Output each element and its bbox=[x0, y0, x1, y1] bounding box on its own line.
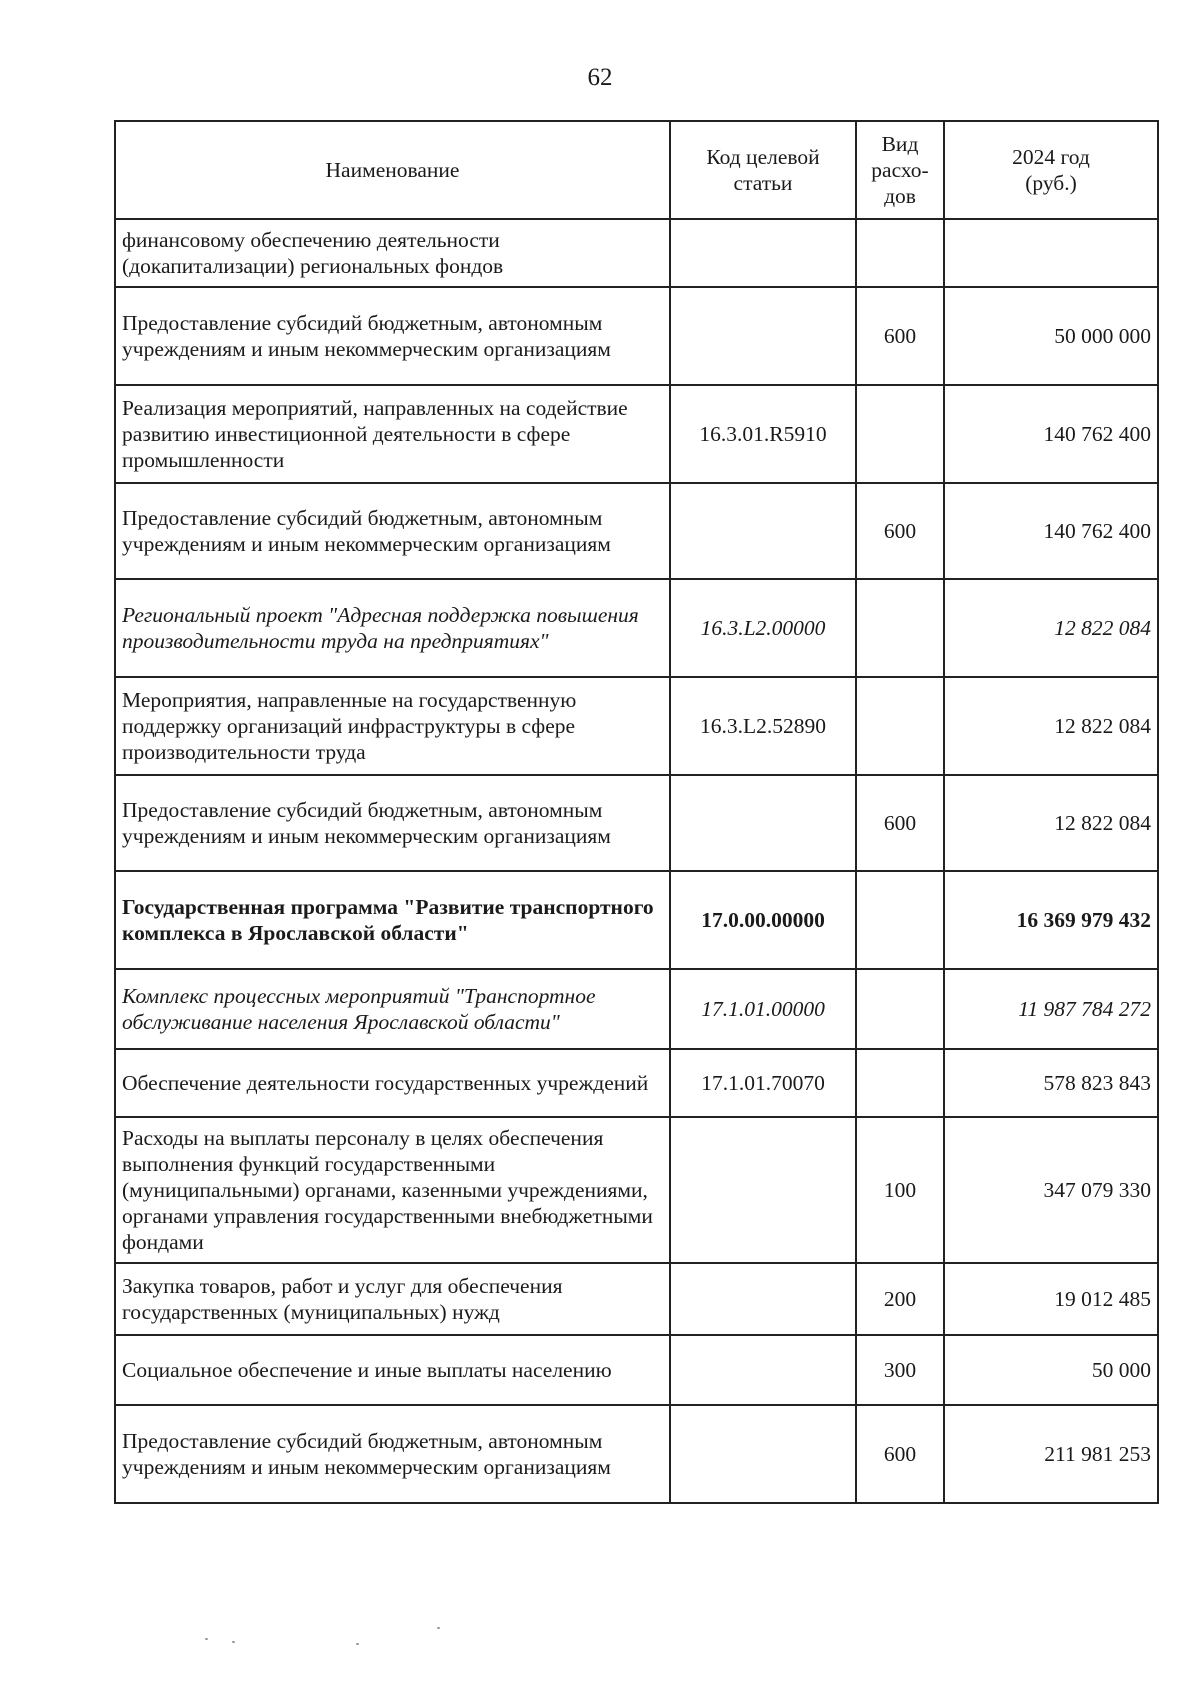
cell-amount: 12 822 084 bbox=[944, 579, 1158, 677]
cell-type: 600 bbox=[856, 483, 944, 579]
cell-type: 600 bbox=[856, 287, 944, 385]
cell-amount bbox=[944, 219, 1158, 287]
cell-code bbox=[670, 1335, 856, 1405]
table-row bbox=[115, 287, 1158, 385]
cell-amount: 12 822 084 bbox=[944, 775, 1158, 871]
cell-code: 16.3.L2.52890 bbox=[670, 677, 856, 775]
cell-name: Государственная программа "Развитие транспортного комплекса в Ярославской области" bbox=[115, 871, 670, 969]
cell-type: 600 bbox=[856, 1405, 944, 1503]
scan-speck bbox=[356, 1643, 359, 1645]
table-row bbox=[115, 677, 1158, 775]
cell-code bbox=[670, 775, 856, 871]
cell-code: 17.1.01.70070 bbox=[670, 1049, 856, 1117]
table-row bbox=[115, 1335, 1158, 1405]
header-amount-text: 2024 год (руб.) bbox=[1012, 145, 1090, 195]
table-row bbox=[115, 871, 1158, 969]
page-number: 62 bbox=[587, 64, 613, 91]
cell-type: 300 bbox=[856, 1335, 944, 1405]
scan-speck bbox=[205, 1638, 208, 1640]
table-row bbox=[115, 385, 1158, 483]
cell-code bbox=[670, 483, 856, 579]
header-name: Наименование bbox=[115, 121, 670, 219]
cell-name: Обеспечение деятельности государственных учреждений bbox=[115, 1049, 670, 1117]
cell-code bbox=[670, 1117, 856, 1263]
cell-name: Предоставление субсидий бюджетным, автономным учреждениям и иным некоммерческим организациям bbox=[115, 287, 670, 385]
cell-type bbox=[856, 385, 944, 483]
cell-amount: 19 012 485 bbox=[944, 1263, 1158, 1335]
cell-code: 16.3.01.R5910 bbox=[670, 385, 856, 483]
table-row bbox=[115, 1405, 1158, 1503]
cell-code bbox=[670, 1405, 856, 1503]
cell-amount: 347 079 330 bbox=[944, 1117, 1158, 1263]
cell-name: Социальное обеспечение и иные выплаты населению bbox=[115, 1335, 670, 1405]
header-type bbox=[856, 121, 944, 219]
table-row bbox=[115, 483, 1158, 579]
scan-speck bbox=[232, 1641, 235, 1643]
cell-name: Реализация мероприятий, направленных на содействие развитию инвестиционной деятельности в сфере промышленности bbox=[115, 385, 670, 483]
cell-name: Предоставление субсидий бюджетным, автономным учреждениям и иным некоммерческим организациям bbox=[115, 775, 670, 871]
table-row bbox=[115, 219, 1158, 287]
table-row bbox=[115, 775, 1158, 871]
cell-code: 17.0.00.00000 bbox=[670, 871, 856, 969]
cell-amount: 578 823 843 bbox=[944, 1049, 1158, 1117]
cell-type bbox=[856, 579, 944, 677]
table-row bbox=[115, 1049, 1158, 1117]
budget-table bbox=[114, 120, 1159, 1504]
cell-name: Расходы на выплаты персоналу в целях обеспечения выполнения функций государственными (муниципальными) органами, казенными учреждениями, органами управления государственными внебюджетными фондами bbox=[115, 1117, 670, 1263]
cell-amount: 211 981 253 bbox=[944, 1405, 1158, 1503]
header-amount bbox=[944, 121, 1158, 219]
cell-name: Мероприятия, направленные на государственную поддержку организаций инфраструктуры в сфере производительности труда bbox=[115, 677, 670, 775]
header-code-text: Код целевой статьи bbox=[706, 145, 820, 195]
cell-name: Комплекс процессных мероприятий "Транспортное обслуживание населения Ярославской области" bbox=[115, 969, 670, 1049]
table-row bbox=[115, 1117, 1158, 1263]
cell-name: финансовому обеспечению деятельности (докапитализации) региональных фондов bbox=[115, 219, 670, 287]
cell-type: 100 bbox=[856, 1117, 944, 1263]
cell-type bbox=[856, 677, 944, 775]
cell-name: Предоставление субсидий бюджетным, автономным учреждениям и иным некоммерческим организациям bbox=[115, 1405, 670, 1503]
header-type-text: Вид расхо-дов bbox=[871, 132, 929, 208]
table-row bbox=[115, 969, 1158, 1049]
cell-amount: 11 987 784 272 bbox=[944, 969, 1158, 1049]
cell-amount: 140 762 400 bbox=[944, 483, 1158, 579]
cell-code: 16.3.L2.00000 bbox=[670, 579, 856, 677]
cell-type: 200 bbox=[856, 1263, 944, 1335]
cell-type bbox=[856, 969, 944, 1049]
cell-name: Закупка товаров, работ и услуг для обеспечения государственных (муниципальных) нужд bbox=[115, 1263, 670, 1335]
cell-amount: 50 000 000 bbox=[944, 287, 1158, 385]
cell-type: 600 bbox=[856, 775, 944, 871]
cell-code: 17.1.01.00000 bbox=[670, 969, 856, 1049]
table-header-row bbox=[115, 121, 1158, 219]
cell-type bbox=[856, 219, 944, 287]
cell-type bbox=[856, 1049, 944, 1117]
cell-type bbox=[856, 871, 944, 969]
cell-amount: 50 000 bbox=[944, 1335, 1158, 1405]
cell-name: Региональный проект "Адресная поддержка повышения производительности труда на предприятиях" bbox=[115, 579, 670, 677]
header-code bbox=[670, 121, 856, 219]
cell-amount: 12 822 084 bbox=[944, 677, 1158, 775]
cell-amount: 140 762 400 bbox=[944, 385, 1158, 483]
table-row bbox=[115, 1263, 1158, 1335]
cell-code bbox=[670, 1263, 856, 1335]
cell-code bbox=[670, 287, 856, 385]
cell-code bbox=[670, 219, 856, 287]
cell-name: Предоставление субсидий бюджетным, автономным учреждениям и иным некоммерческим организациям bbox=[115, 483, 670, 579]
cell-amount: 16 369 979 432 bbox=[944, 871, 1158, 969]
table-body bbox=[115, 219, 1158, 1503]
scan-speck bbox=[437, 1627, 440, 1629]
table-row bbox=[115, 579, 1158, 677]
